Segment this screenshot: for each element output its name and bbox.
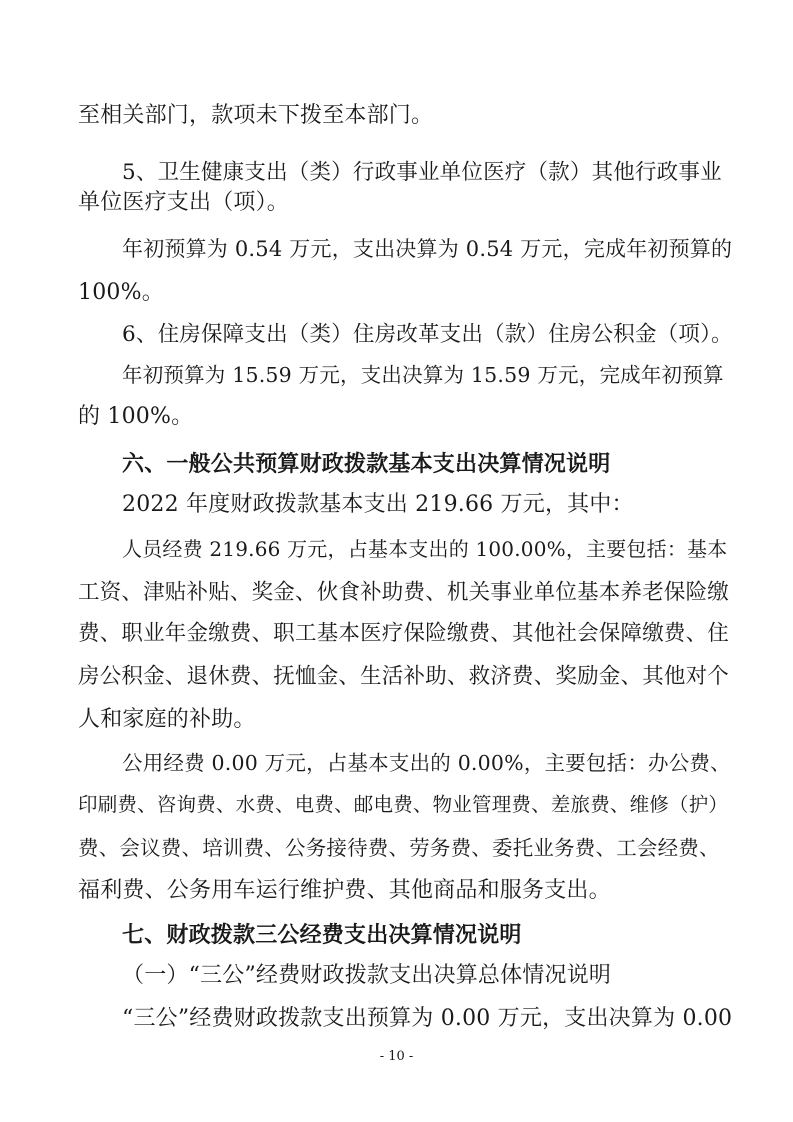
paragraph-line: 人和家庭的补助。 <box>78 707 256 732</box>
paragraph-line: 人员经费 219.66 万元，占基本支出的 100.00%，主要包括：基本 <box>122 537 728 561</box>
paragraph-line: 年初预算为 0.54 万元，支出决算为 0.54 万元，完成年初预算的 <box>122 237 733 261</box>
paragraph-line: 2022 年度财政拨款基本支出 219.66 万元，其中： <box>122 492 634 517</box>
paragraph-line: 6、住房保障支出（类）住房改革支出（款）住房公积金（项）。 <box>122 322 733 347</box>
paragraph-line: 房公积金、退休费、抚恤金、生活补助、救济费、奖励金、其他对个 <box>78 664 730 689</box>
paragraph-line: 的 100%。 <box>78 404 194 429</box>
paragraph-line: 印刷费、咨询费、水费、电费、邮电费、物业管理费、差旅费、维修（护） <box>78 793 729 816</box>
subsection-heading: （一）“三公”经费财政拨款支出决算总体情况说明 <box>122 963 612 988</box>
paragraph-line: 工资、津贴补贴、奖金、伙食补助费、机关事业单位基本养老保险缴 <box>78 580 730 605</box>
paragraph-line: “三公”经费财政拨款支出预算为 0.00 万元，支出决算为 0.00 <box>122 1006 733 1031</box>
paragraph-line: 年初预算为 15.59 万元，支出决算为 15.59 万元，完成年初预算 <box>122 363 724 387</box>
paragraph-line: 5、卫生健康支出（类）行政事业单位医疗（款）其他行政事业 <box>122 160 722 185</box>
paragraph-line: 100%。 <box>78 280 164 305</box>
paragraph-line: 单位医疗支出（项）。 <box>78 190 290 215</box>
section-heading: 七、财政拨款三公经费支出决算情况说明 <box>122 922 522 948</box>
section-heading: 六、一般公共预算财政拨款基本支出决算情况说明 <box>122 451 611 477</box>
paragraph-line: 至相关部门，款项未下拨至本部门。 <box>78 103 434 128</box>
paragraph-line: 公用经费 0.00 万元，占基本支出的 0.00%，主要包括：办公费、 <box>122 751 731 775</box>
paragraph-line: 费、会议费、培训费、公务接待费、劳务费、委托业务费、工会经费、 <box>78 836 720 860</box>
paragraph-line: 福利费、公务用车运行维护费、其他商品和服务支出。 <box>78 878 611 903</box>
paragraph-line: 费、职业年金缴费、职工基本医疗保险缴费、其他社会保障缴费、住 <box>78 621 730 646</box>
page-number: - 10 - <box>379 1049 414 1064</box>
